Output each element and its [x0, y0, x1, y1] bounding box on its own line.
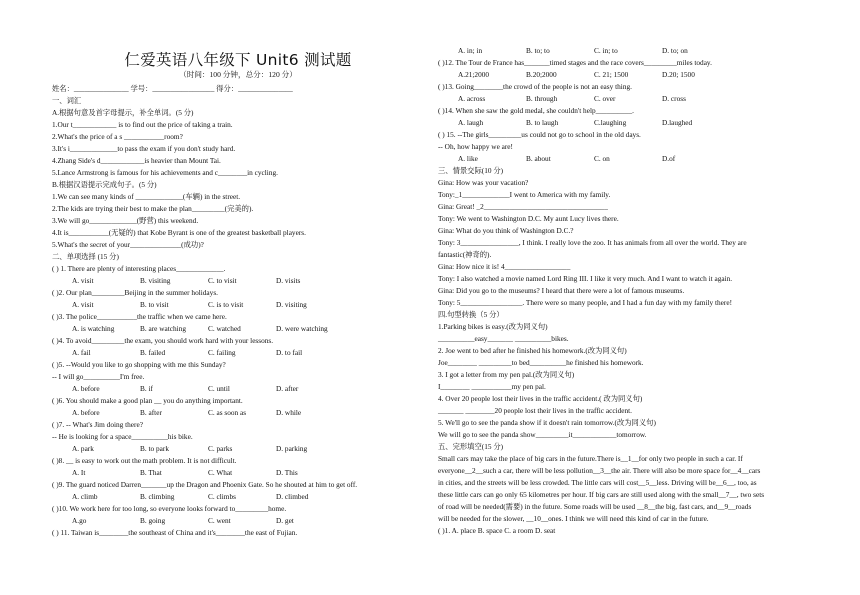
text-line: ( )13. Going________the crowd of the people is not an easy thing.	[438, 82, 632, 91]
text-line: ( ) 1. There are plenty of interesting places_____________.	[52, 264, 226, 273]
text-line: Gina: Did you go to the museums? I heard that there were a lot of famous museums.	[438, 286, 685, 295]
answer-options	[438, 154, 830, 164]
answer-options	[52, 408, 424, 418]
answer-options	[52, 384, 424, 394]
text-line: 4.Zhang Side's d____________is heavier than Mount Tai.	[52, 156, 221, 165]
answer-option: D. visits	[276, 276, 301, 285]
answer-option: D. cross	[662, 94, 686, 103]
answer-option: A. before	[72, 408, 100, 417]
text-line: 2.What's the price of a s ___________room?	[52, 132, 183, 141]
answer-option: C. parks	[208, 444, 233, 453]
answer-option: D. visiting	[276, 300, 307, 309]
answer-options	[52, 348, 424, 358]
text-line: ( )8. __ is easy to work out the math problem. It is not difficult.	[52, 456, 237, 465]
text-line: these little cars can go only 65 kilometres per hour. If big cars are still used along with the small__7__, two sets	[438, 490, 765, 499]
text-line: -- He is looking for a space__________his bike.	[52, 432, 193, 441]
answer-option: C. went	[208, 516, 231, 525]
answer-options	[52, 468, 424, 478]
answer-option: D. This	[276, 468, 298, 477]
answer-option: A. like	[458, 154, 478, 163]
answer-options	[52, 324, 424, 334]
answer-option: B. to visit	[140, 300, 169, 309]
answer-options	[52, 276, 424, 286]
answer-option: B. after	[140, 408, 162, 417]
answer-option: A. climb	[72, 492, 98, 501]
answer-option: C. What	[208, 468, 233, 477]
text-line: __________easy_______ __________bikes.	[438, 334, 569, 343]
answer-option: D.laughed	[662, 118, 693, 127]
answer-options	[52, 516, 424, 526]
text-line: Gina: How nice it is! 4__________________	[438, 262, 571, 271]
answer-option: C. in; to	[594, 46, 618, 55]
text-line: of road will be needed(需要) in the future. Some roads will be used __8__the big, fast cars, and__9__roads	[438, 502, 752, 511]
text-line: 2. Joe went to bed after he finished his homework.(改为同义句)	[438, 346, 627, 355]
text-line: 5.What's the secret of your______________(成功)?	[52, 240, 204, 249]
answer-option: C. on	[594, 154, 610, 163]
answer-option: B. are watching	[140, 324, 186, 333]
answer-option: D. to fail	[276, 348, 303, 357]
answer-option: B. through	[526, 94, 558, 103]
text-line: -- Oh, how happy we are!	[438, 142, 513, 151]
text-line: Small cars may take the place of big cars in the future.There is__1__for only two people in such a car. If	[438, 454, 743, 463]
answer-options	[52, 492, 424, 502]
answer-option: D. after	[276, 384, 299, 393]
answer-option: C. watched	[208, 324, 241, 333]
answer-option: D. while	[276, 408, 302, 417]
text-line: ( )9. The guard noticed Darren_______up the Dragon and Phoenix Gate. So he shouted at him to get off.	[52, 480, 358, 489]
answer-option: B. to; to	[526, 46, 550, 55]
answer-option: B. going	[140, 516, 166, 525]
answer-option: B. That	[140, 468, 162, 477]
text-line: Tony: I also watched a movie named Lord Ring III. I like it very much. And I want to watch it again.	[438, 274, 733, 283]
answer-option: A. is watching	[72, 324, 115, 333]
answer-option: C. 21; 1500	[594, 70, 629, 79]
text-line: I________ ___________my pen pal.	[438, 382, 546, 391]
answer-option: A.go	[72, 516, 87, 525]
text-line: Gina: Great! _2__________________________________	[438, 202, 608, 211]
text-line: -- I will go__________I'm free.	[52, 372, 145, 381]
text-line: ( )6. You should make a good plan __ you do anything important.	[52, 396, 243, 405]
page-title: 仁爱英语八年级下 Unit6 测试题	[124, 51, 352, 69]
answer-option: B. about	[526, 154, 551, 163]
text-line: 2.The kids are trying their best to make the plan_________(完美的).	[52, 204, 254, 213]
answer-option: B. to laugh	[526, 118, 559, 127]
text-line: 1.Our t____________ is to find out the price of taking a train.	[52, 120, 233, 129]
text-line: ( )12. The Tour de France has_______timed stages and the race covers_________miles today.	[438, 58, 712, 67]
text-line: Gina: How was your vacation?	[438, 178, 529, 187]
text-line: 五、完形填空(15 分)	[438, 442, 504, 451]
text-line: 姓名：_______________ 学号：_________________ 得分：_______________	[52, 84, 293, 93]
answer-option: D. parking	[276, 444, 308, 453]
text-line: Tony: 5_________________. There were so many people, and I had a fun day with my family there!	[438, 298, 732, 307]
answer-option: D. to; on	[662, 46, 688, 55]
text-line: ( )5. --Would you like to go shopping with me this Sunday?	[52, 360, 226, 369]
text-line: We will go to see the panda show_________it____________tomorrow.	[438, 430, 647, 439]
answer-option: C.laughing	[594, 118, 627, 127]
text-line: Tony:_1_____________I went to America with my family.	[438, 190, 611, 199]
text-line: ( )10. We work here for too long, so everyone looks forward to_________home.	[52, 504, 287, 513]
text-line: A.根据句意及首字母提示，补全单词。(5 分)	[52, 108, 194, 117]
answer-option: A. fail	[72, 348, 91, 357]
text-line: ( )7. -- What's Jim doing there?	[52, 420, 143, 429]
answer-option: A. park	[72, 444, 94, 453]
answer-option: D. get	[276, 516, 294, 525]
answer-option: C. as soon as	[208, 408, 247, 417]
answer-options	[52, 300, 424, 310]
text-line: Gina: What do you think of Washington D.C.?	[438, 226, 574, 235]
text-line: 5. We'll go to see the panda show if it doesn't rain tomorrow.(改为同义句)	[438, 418, 656, 427]
answer-options	[438, 70, 830, 80]
answer-option: B. visiting	[140, 276, 171, 285]
answer-option: B. if	[140, 384, 153, 393]
answer-option: C. to visit	[208, 276, 237, 285]
text-line: ( ) 11. Taiwan is________the southeast of China and it's________the east of Fujian.	[52, 528, 298, 537]
answer-options	[438, 46, 830, 56]
text-line: Tony: We went to Washington D.C. My aunt Lucy lives there.	[438, 214, 619, 223]
text-line: 二、单项选择 (15 分)	[52, 252, 119, 261]
text-line: 1.We can see many kinds of _____________(车辆) in the street.	[52, 192, 241, 201]
text-line: Tony: 3________________, I think. I really love the zoo. It has animals from all over the world. They are	[438, 238, 747, 247]
answer-option: C. over	[594, 94, 616, 103]
answer-option: C. until	[208, 384, 230, 393]
text-line: fantastic(神奇的).	[438, 250, 492, 259]
text-line: 3. I got a letter from my pen pal.(改为同义句)	[438, 370, 575, 379]
text-line: _______ ________20 people lost their lives in the traffic accident.	[438, 406, 632, 415]
answer-option: D. climbed	[276, 492, 309, 501]
answer-options	[438, 94, 830, 104]
answer-option: A. before	[72, 384, 100, 393]
text-line: 3.It's i_____________to pass the exam if you don't study hard.	[52, 144, 236, 153]
answer-option: A. laugh	[458, 118, 484, 127]
answer-option: B.20;2000	[526, 70, 557, 79]
text-line: 3.We will go_____________(野营) this weekend.	[52, 216, 199, 225]
answer-option: A. It	[72, 468, 86, 477]
text-line: 4.It is___________(无疑的) that Kobe Byrant is one of the greatest basketball players.	[52, 228, 306, 237]
text-line: ( )3. The police___________the traffic when we came here.	[52, 312, 227, 321]
answer-option: B. climbing	[140, 492, 175, 501]
answer-options	[52, 444, 424, 454]
answer-option: A. in; in	[458, 46, 483, 55]
text-line: Joe________ _________to bed__________he finished his homework.	[438, 358, 644, 367]
answer-option: D.20; 1500	[662, 70, 695, 79]
text-line: ( ) 15. --The girls_________us could not go to school in the old days.	[438, 130, 641, 139]
text-line: 一、词汇	[52, 96, 82, 105]
answer-option: B. to park	[140, 444, 169, 453]
text-line: ( )14. When she saw the gold medal, she couldn't help__________.	[438, 106, 634, 115]
text-line: 三、情景交际(10 分)	[438, 166, 504, 175]
text-line: 1.Parking bikes is easy.(改为同义句)	[438, 322, 548, 331]
text-line: 4. Over 20 people lost their lives in the traffic accident.( 改为同义句)	[438, 394, 643, 403]
text-line: ( )2. Our plan_________Beijing in the summer holidays.	[52, 288, 218, 297]
text-line: everyone__2__such a car, there will be less pollution__3__the air. There will also be more space for__4__cars	[438, 466, 761, 475]
text-line: 四.句型转换（5 分）	[438, 310, 504, 319]
answer-option: D. were watching	[276, 324, 328, 333]
answer-option: D.of	[662, 154, 676, 163]
answer-option: A. visit	[72, 276, 94, 285]
text-line: B.根据汉语提示完成句子。(5 分)	[52, 180, 157, 189]
text-line: 5.Lance Armstrong is famous for his achievements and c________in cycling.	[52, 168, 278, 177]
text-line: will be needed for the slower, __10__ones. I think we will need this kind of car in the future.	[438, 514, 709, 523]
answer-option: C. is to visit	[208, 300, 244, 309]
page-subtitle: （时间：100 分钟，总分：120 分）	[179, 70, 297, 79]
text-line: ( )1. A. place B. space C. a room D. seat	[438, 526, 556, 535]
answer-option: C. failing	[208, 348, 236, 357]
answer-option: A.21;2000	[458, 70, 490, 79]
text-line: ( )4. To avoid_________the exam, you should work hard with your lessons.	[52, 336, 274, 345]
answer-option: C. climbs	[208, 492, 236, 501]
answer-option: A. across	[458, 94, 486, 103]
answer-option: A. visit	[72, 300, 94, 309]
answer-options	[438, 118, 830, 128]
answer-option: B. failed	[140, 348, 166, 357]
text-line: in cities, and the streets will be less crowded. The little cars will cost__5__less. Driving will be__6__, too, as	[438, 478, 757, 487]
